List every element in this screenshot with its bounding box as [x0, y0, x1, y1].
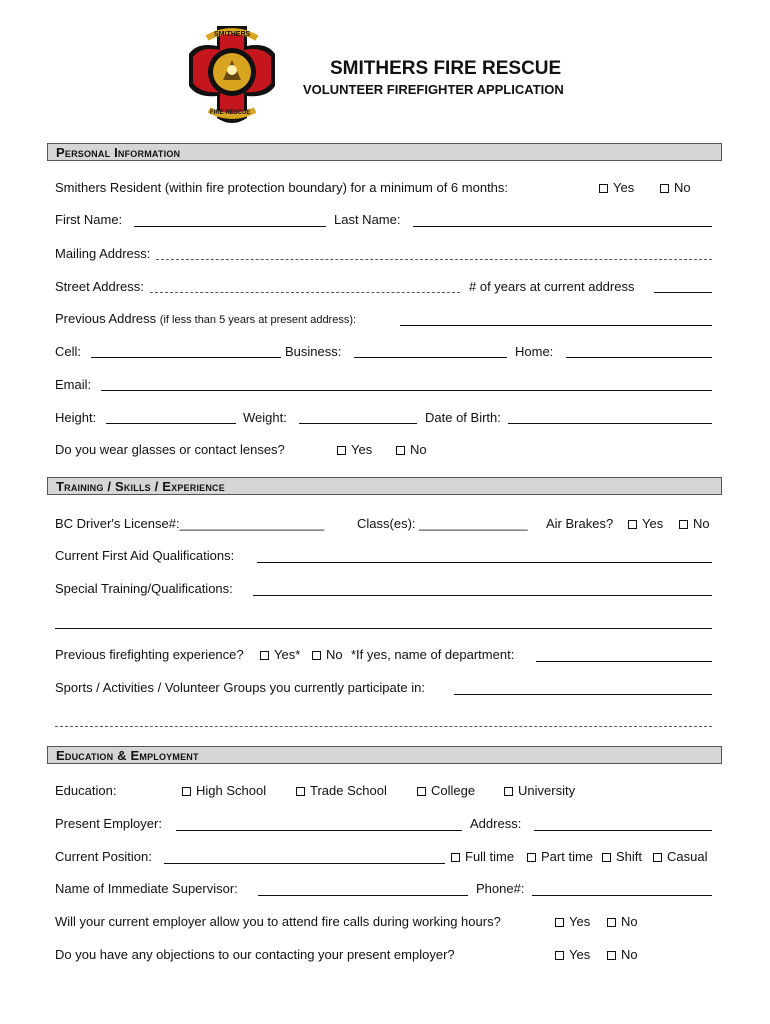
height-label: Height: [55, 410, 97, 425]
sports-activities-label: Sports / Activities / Volunteer Groups you currently participate in: [55, 680, 425, 695]
home-phone-field[interactable] [566, 357, 712, 358]
home-label: Home: [515, 344, 554, 359]
glasses-question: Do you wear glasses or contact lenses? [55, 442, 285, 457]
section-heading: Education & Employment [56, 748, 199, 763]
shift-checkbox[interactable]: Shift [602, 849, 642, 865]
current-position-field[interactable] [164, 863, 445, 864]
contact-yes-checkbox[interactable]: Yes [555, 947, 590, 963]
resident-yes-checkbox[interactable]: Yes [599, 180, 634, 196]
section-training-skills-experience [47, 477, 722, 495]
cell-label: Cell: [55, 344, 82, 359]
supervisor-phone-label: Phone#: [476, 881, 525, 896]
previous-firefighting-question: Previous firefighting experience? [55, 647, 244, 662]
first-aid-field[interactable] [257, 562, 712, 563]
present-employer-label: Present Employer: [55, 816, 162, 831]
sports-activities-field[interactable] [454, 694, 712, 695]
previous-address-label: Previous Address (if less than 5 years at present address): [55, 311, 357, 326]
department-label: *If yes, name of department: [351, 647, 515, 662]
last-name-label: Last Name: [334, 212, 401, 227]
logo-text-bottom: FIRE RESCUE [210, 110, 251, 116]
previous-address-note: (if less than 5 years at present address): [159, 314, 357, 326]
dob-label: Date of Birth: [425, 410, 501, 425]
current-position-label: Current Position: [55, 849, 152, 864]
supervisor-phone-field[interactable] [532, 895, 712, 896]
first-aid-label: Current First Aid Qualifications: [55, 548, 235, 563]
resident-question: Smithers Resident (within fire protection boundary) for a minimum of 6 months: [55, 180, 509, 195]
cell-field[interactable] [91, 357, 281, 358]
years-at-address-field[interactable] [654, 292, 712, 293]
business-phone-field[interactable] [354, 357, 507, 358]
last-name-field[interactable] [413, 226, 712, 227]
part-time-checkbox[interactable]: Part time [527, 849, 593, 865]
email-field[interactable] [101, 390, 712, 391]
previous-ff-yes-checkbox[interactable]: Yes* [260, 647, 300, 663]
weight-field[interactable] [299, 423, 417, 424]
present-employer-field[interactable] [176, 830, 462, 831]
dob-field[interactable] [508, 423, 712, 424]
casual-checkbox[interactable]: Casual [653, 849, 707, 865]
first-name-label: First Name: [55, 212, 123, 227]
email-label: Email: [55, 377, 92, 392]
logo-text-top: SMITHERS [214, 31, 251, 38]
form-subtitle: VOLUNTEER FIREFIGHTER APPLICATION [303, 82, 564, 97]
special-training-field-2[interactable] [55, 628, 712, 629]
years-at-address-label: # of years at current address [469, 279, 635, 294]
section-personal-information [47, 143, 722, 161]
sports-activities-field-2[interactable] [55, 726, 712, 727]
air-brakes-no-checkbox[interactable]: No [679, 516, 710, 532]
education-label: Education: [55, 783, 117, 798]
street-address-label: Street Address: [55, 279, 144, 294]
mailing-address-label: Mailing Address: [55, 246, 151, 261]
contact-employer-question: Do you have any objections to our contacting your present employer? [55, 947, 455, 962]
section-education-employment [47, 746, 722, 764]
supervisor-field[interactable] [258, 895, 468, 896]
glasses-yes-checkbox[interactable]: Yes [337, 442, 372, 458]
previous-address-field[interactable] [400, 325, 712, 326]
street-address-field[interactable] [150, 292, 460, 293]
department-field[interactable] [536, 661, 712, 662]
first-name-field[interactable] [134, 226, 326, 227]
fire-calls-question: Will your current employer allow you to attend fire calls during working hours? [55, 914, 501, 929]
fire-calls-yes-checkbox[interactable]: Yes [555, 914, 590, 930]
section-heading: Personal Information [56, 145, 181, 160]
drivers-license-field[interactable]: BC Driver's License#:____________________ [55, 516, 325, 531]
contact-no-checkbox[interactable]: No [607, 947, 638, 963]
business-label: Business: [285, 344, 342, 359]
resident-no-checkbox[interactable]: No [660, 180, 691, 196]
previous-ff-no-checkbox[interactable]: No [312, 647, 343, 663]
smithers-fire-rescue-logo [187, 24, 277, 128]
trade-school-checkbox[interactable]: Trade School [296, 783, 387, 799]
special-training-label: Special Training/Qualifications: [55, 581, 233, 596]
high-school-checkbox[interactable]: High School [182, 783, 266, 799]
full-time-checkbox[interactable]: Full time [451, 849, 514, 865]
height-field[interactable] [106, 423, 236, 424]
fire-calls-no-checkbox[interactable]: No [607, 914, 638, 930]
employer-address-label: Address: [470, 816, 522, 831]
university-checkbox[interactable]: University [504, 783, 575, 799]
special-training-field[interactable] [253, 595, 712, 596]
employer-address-field[interactable] [534, 830, 712, 831]
form-title: SMITHERS FIRE RESCUE [330, 58, 562, 79]
section-heading: Training / Skills / Experience [56, 479, 225, 494]
glasses-no-checkbox[interactable]: No [396, 442, 427, 458]
air-brakes-yes-checkbox[interactable]: Yes [628, 516, 663, 532]
mailing-address-field[interactable] [156, 259, 712, 260]
license-class-field[interactable]: Class(es): _______________ [357, 516, 528, 531]
weight-label: Weight: [243, 410, 287, 425]
college-checkbox[interactable]: College [417, 783, 475, 799]
air-brakes-label: Air Brakes? [546, 516, 614, 531]
supervisor-label: Name of Immediate Supervisor: [55, 881, 238, 896]
